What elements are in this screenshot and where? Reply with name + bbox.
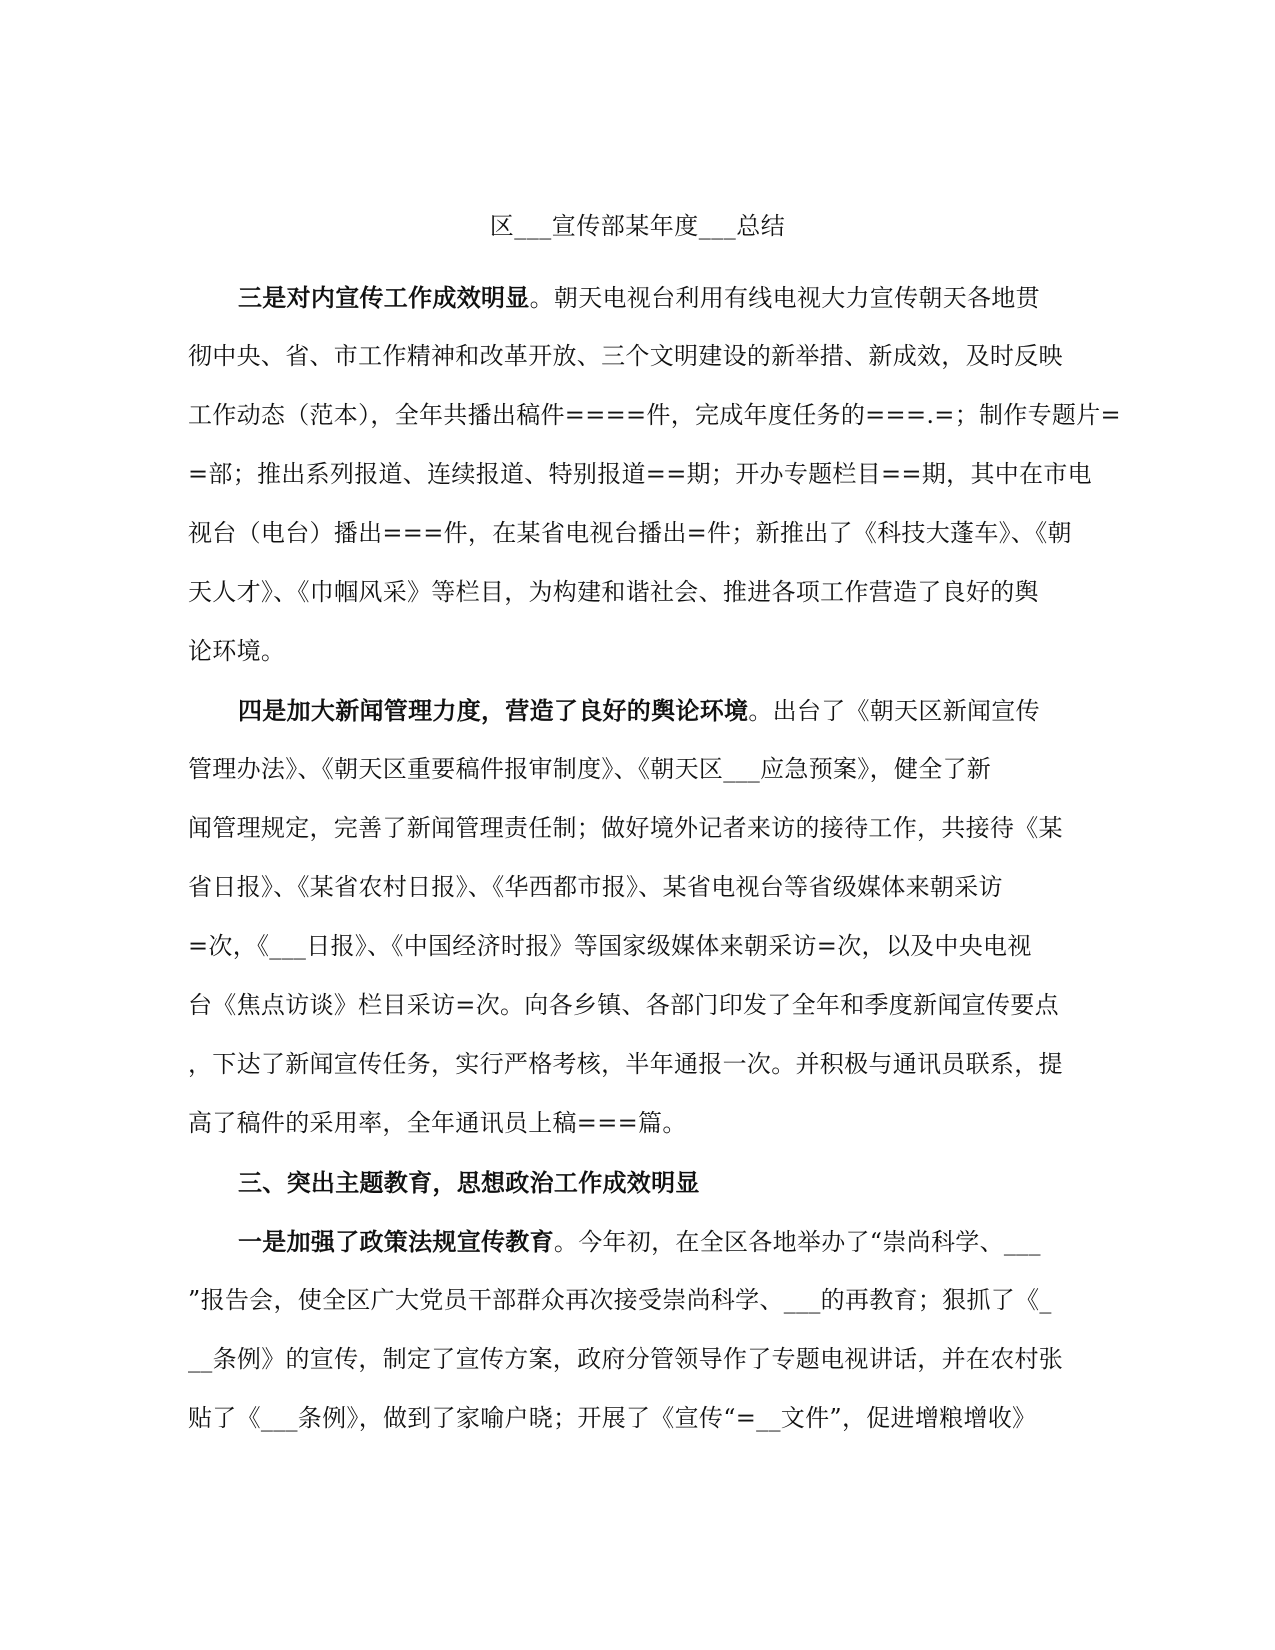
paragraph-lead: 三是对内宣传工作成效明显 bbox=[238, 283, 530, 312]
paragraph-text: =次，《___日报》、《中国经济时报》等国家级媒体来朝采访=次，以及中央电视 bbox=[188, 932, 1032, 960]
paragraph-lead: 四是加大新闻管理力度，营造了良好的舆论环境 bbox=[238, 696, 749, 725]
document-title: 区___宣传部某年度___总结 bbox=[489, 212, 786, 240]
paragraph-line bbox=[188, 740, 1078, 799]
paragraph-line bbox=[188, 327, 1078, 386]
paragraph-text: __条例》的宣传，制定了宣传方案，政府分管领导作了专题电视讲话，并在农村张 bbox=[188, 1345, 1064, 1373]
document-body bbox=[188, 268, 1121, 1448]
paragraph-text: 。朝天电视台利用有线电视大力宣传朝天各地贯 bbox=[529, 284, 1040, 312]
paragraph-line bbox=[188, 976, 1078, 1035]
paragraph-text: 彻中央、省、市工作精神和改革开放、三个文明建设的新举措、新成效，及时反映 bbox=[188, 342, 1063, 370]
paragraph-text: 。今年初，在全区各地举办了“崇尚科学、___ bbox=[553, 1228, 1041, 1256]
section-heading bbox=[188, 1153, 1078, 1212]
paragraph-line bbox=[188, 1389, 1078, 1448]
paragraph-text: 高了稿件的采用率，全年通讯员上稿===篇。 bbox=[188, 1109, 687, 1137]
paragraph-line bbox=[188, 268, 1078, 327]
paragraph-line bbox=[188, 1271, 1078, 1330]
paragraph-text: 台《焦点访谈》栏目采访=次。向各乡镇、各部门印发了全年和季度新闻宣传要点 bbox=[188, 991, 1059, 1019]
paragraph-text: 天人才》、《巾帼风采》等栏目，为构建和谐社会、推进各项工作营造了良好的舆 bbox=[188, 578, 1039, 606]
paragraph-text: 省日报》、《某省农村日报》、《华西都市报》、某省电视台等省级媒体来朝采访 bbox=[188, 873, 1003, 901]
paragraph-lead: 一是加强了政策法规宣传教育 bbox=[238, 1227, 554, 1256]
paragraph-text: 视台（电台）播出===件，在某省电视台播出=件；新推出了《科技大蓬车》、《朝 bbox=[188, 519, 1072, 547]
paragraph-text: 论环境。 bbox=[188, 637, 286, 665]
paragraph-text: 管理办法》、《朝天区重要稿件报审制度》、《朝天区___应急预案》，健全了新 bbox=[188, 755, 992, 783]
paragraph-line bbox=[188, 858, 1078, 917]
paragraph-text: 闻管理规定，完善了新闻管理责任制；做好境外记者来访的接待工作，共接待《某 bbox=[188, 814, 1063, 842]
paragraph-line bbox=[188, 504, 1078, 563]
paragraph-line bbox=[188, 622, 1078, 681]
paragraph-line bbox=[188, 681, 1078, 740]
paragraph-line bbox=[188, 1035, 1078, 1094]
paragraph-line bbox=[188, 1330, 1078, 1389]
paragraph-text: ”报告会，使全区广大党员干部群众再次接受崇尚科学、___的再教育；狠抓了《_ bbox=[188, 1286, 1052, 1314]
paragraph-line bbox=[188, 799, 1078, 858]
paragraph-text: 工作动态（范本），全年共播出稿件====件，完成年度任务的===.=；制作专题片= bbox=[188, 401, 1121, 429]
paragraph-line bbox=[188, 445, 1092, 504]
paragraph-text: ，下达了新闻宣传任务，实行严格考核，半年通报一次。并积极与通讯员联系，提 bbox=[188, 1050, 1063, 1078]
paragraph-line bbox=[188, 1094, 1078, 1153]
paragraph-line bbox=[188, 917, 1078, 976]
paragraph-text: 。出台了《朝天区新闻宣传 bbox=[748, 697, 1040, 725]
paragraph-text: 贴了《___条例》，做到了家喻户晓；开展了《宣传“=__文件”，促进增粮增收》 bbox=[188, 1404, 1037, 1432]
paragraph-line bbox=[188, 386, 1121, 445]
paragraph-text: =部；推出系列报道、连续报道、特别报道==期；开办专题栏目==期，其中在市电 bbox=[188, 460, 1092, 488]
paragraph-line bbox=[188, 563, 1078, 622]
paragraph-line bbox=[188, 1212, 1078, 1271]
section-heading-text: 三、突出主题教育，思想政治工作成效明显 bbox=[238, 1168, 700, 1197]
